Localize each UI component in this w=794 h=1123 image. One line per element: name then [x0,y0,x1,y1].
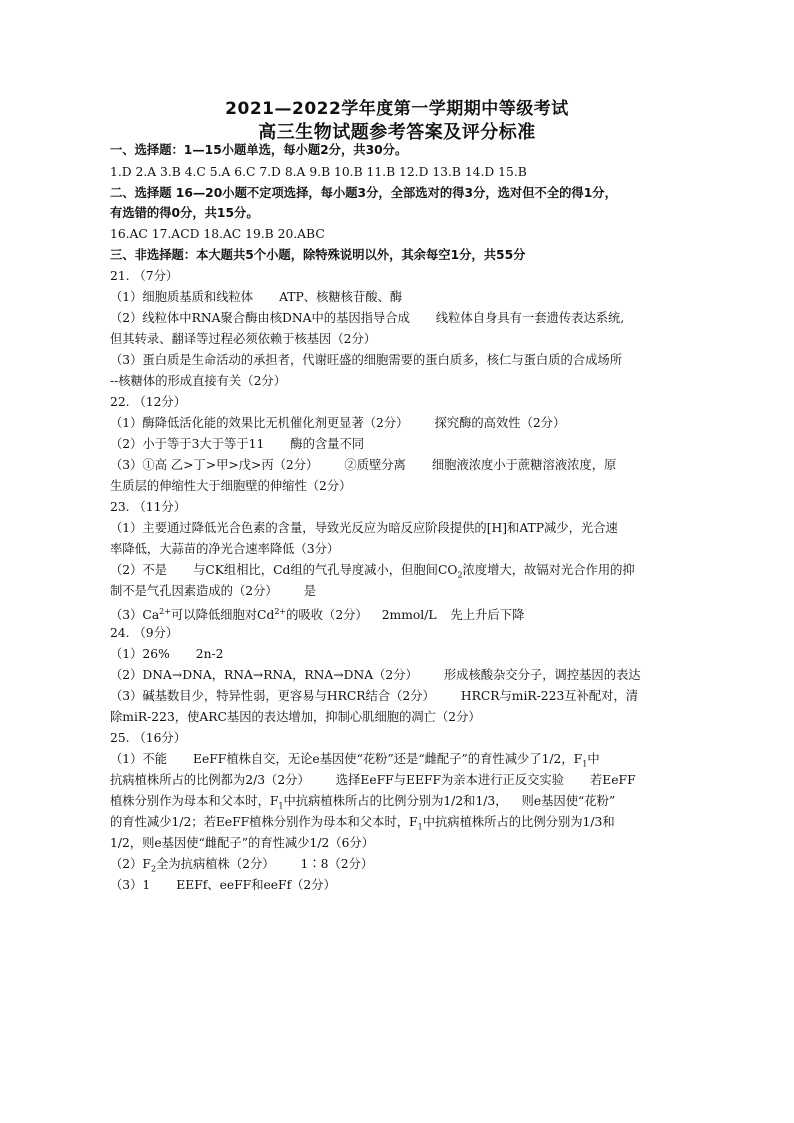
q21-line4: （3）蛋白质是生命活动的承担者，代谢旺盛的细胞需要的蛋白质多，核仁与蛋白质的合成场所 [110,353,622,367]
section-2-heading-line1: 二、选择题 16—20小题不定项选择，每小题3分，全部选对的得3分，选对但不全的得1分， [110,186,617,200]
q22-line3: （3）①高 乙>丁>甲>戊>丙（2分） ②质壁分离 细胞液浓度小于蔗糖溶液浓度，原 [110,458,617,472]
section-1-answers: 1.D 2.A 3.B 4.C 5.A 6.C 7.D 8.A 9.B 10.B 11.B 12.D 13.B 14.D 15.B [110,165,527,179]
q25-header: 25. （16分） [110,731,187,745]
q21-line3: 但其转录、翻译等过程必须依赖于核基因（2分） [110,332,377,346]
section-2-answers: 16.AC 17.ACD 18.AC 19.B 20.ABC [110,227,325,241]
q25-line3: 植株分别作为母本和父本时，$F_1$中抗病植株所占的比例分别为1/2和1/3， 则e基因使“花粉” [110,794,616,811]
q24-line2: （2）DNA→DNA，RNA→RNA，RNA→DNA（2分） 形成核酸杂交分子，调控基因的表达 [110,668,641,682]
section-2-heading-line2: 有选错的得0分，共15分。 [110,206,259,220]
q25-line2: 抗病植株所占的比例都为2/3（2分） 选择EeFF与EEFF为亲本进行正反交实验 若EeFF [110,773,636,787]
q25-line6: $(2)F_2$全为抗病植株（2分） 1∶8（2分） [110,857,374,874]
page-subtitle: 高三生物试题参考答案及评分标准 [258,122,536,143]
q23-line2: 率降低，大蒜苗的净光合速率降低（3分） [110,542,340,556]
q25-line7: （3）1 EEFf、eeFF和eeFf（2分） [110,878,336,892]
section-1-heading: 一、选择题：1—15小题单选，每小题2分，共30分。 [110,143,408,157]
q22-line4: 生质层的伸缩性大于细胞壁的伸缩性（2分） [110,479,352,493]
q22-line2: （2）小于等于3大于等于11 酶的含量不同 [110,437,365,451]
q21-header: 21. （7分） [110,269,179,283]
page-title: 2021—2022学年度第一学期期中等级考试 [225,99,569,119]
q25-line1: （1）不能 EeFF植株自交，无论e基因使“花粉”还是“雌配子”的育性减少了1/2，$F_1$中 [110,752,600,769]
q23-line1: （1）主要通过降低光合色素的含量，导致光反应为暗反应阶段提供的[H]和ATP减少，光合速 [110,521,618,535]
q24-header: 24. （9分） [110,626,179,640]
q23-header: 23. （11分） [110,500,187,514]
q24-line4: 除miR-223，使ARC基因的表达增加，抑制心肌细胞的凋亡（2分） [110,710,481,724]
q25-line5: 1/2，则e基因使“雌配子”的育性减少1/2（6分） [110,836,375,850]
q23-line5: $(3)Ca^{2+}$可以降低细胞对$Cd^{2+}$的吸收（2分） 2mmol/L 先上升后下降 [110,607,525,623]
q23-line4: 制不是气孔因素造成的（2分） 是 [110,584,316,598]
q21-line1: （1）细胞质基质和线粒体 ATP、核糖核苷酸、酶 [110,290,403,304]
q22-header: 22. （12分） [110,395,187,409]
q24-line1: （1）26% 2n-2 [110,647,224,661]
q24-line3: （3）碱基数目少，特异性弱，更容易与HRCR结合（2分） HRCR与miR-223互补配对，清 [110,689,639,703]
q22-line1: （1）酶降低活化能的效果比无机催化剂更显著（2分） 探究酶的高效性（2分） [110,416,566,430]
section-3-heading: 三、非选择题：本大题共5个小题，除特殊说明以外，其余每空1分，共55分 [110,248,526,262]
q21-line2: （2）线粒体中RNA聚合酶由核DNA中的基因指导合成 线粒体自身具有一套遗传表达系统, [110,311,625,325]
q23-line3: （2）不是 与CK组相比，Cd组的气孔导度减小，但胞间$CO_2$浓度增大，故镉对光合作用的抑 [110,563,635,580]
q21-line5: --核糖体的形成直接有关（2分） [110,374,286,388]
q25-line4: 的育性减少1/2；若EeFF植株分别作为母本和父本时，$F_1$中抗病植株所占的比例分别为1/3和 [110,815,615,832]
